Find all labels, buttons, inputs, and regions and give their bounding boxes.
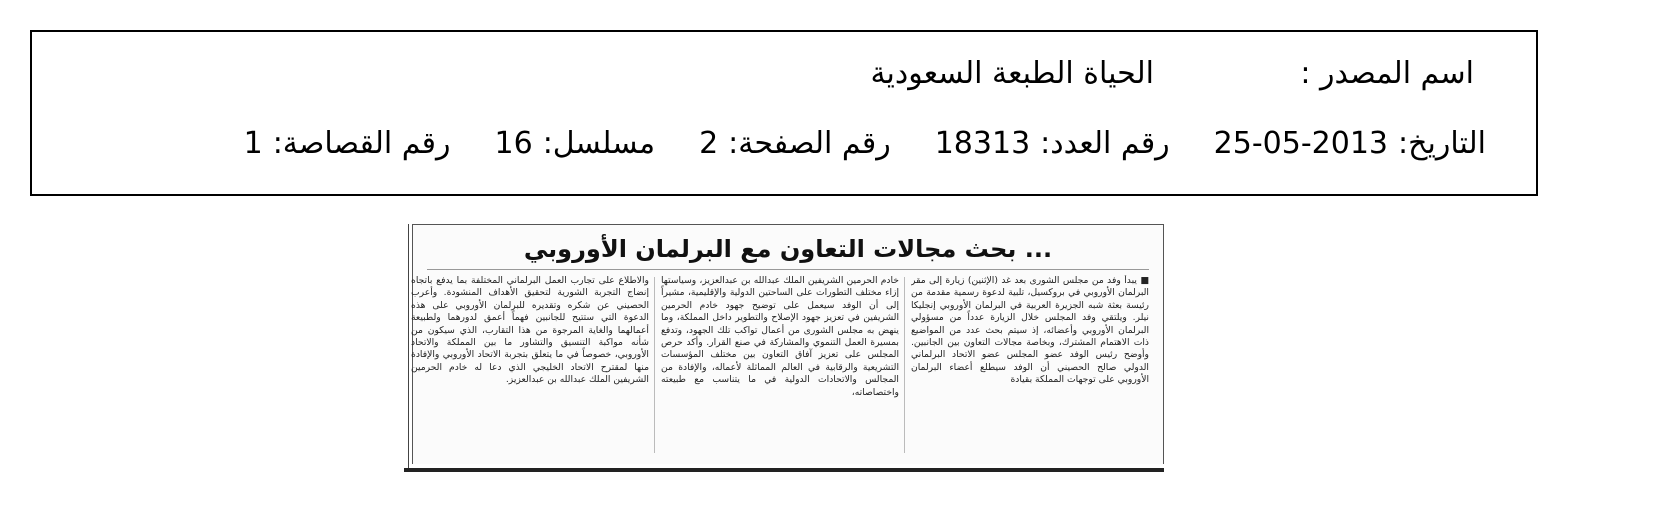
serial-field	[495, 124, 656, 164]
column-divider	[904, 277, 905, 453]
issue-value: 18313	[934, 126, 1031, 161]
clip-number-value: 1	[243, 126, 263, 161]
date-field	[1214, 124, 1486, 164]
serial-label: مسلسل:	[542, 126, 656, 161]
clipping-bottom-rule	[404, 468, 1164, 472]
page-field	[699, 124, 891, 164]
date-label: التاريخ:	[1398, 126, 1486, 161]
clip-number-field	[244, 124, 451, 164]
issue-label: رقم العدد:	[1040, 126, 1170, 161]
clip-number-label: رقم القصاصة:	[272, 126, 451, 161]
clipping-frame	[412, 224, 1164, 464]
date-value: 25-05-2013	[1213, 126, 1389, 161]
article-column-3: والاطلاع على تجارب العمل البرلماني المختلفة بما يدفع باتجاه إنضاج التجربة الشورية لتحقيق الأهداف المنشودة. وأعرب الحصيني عن شكره وتقديره للبرلمان الأوروبي على هذه الدعوة التي ستتيح للجانبين فهماً أعمق لدورهما ولطبيعة أعمالهما والغاية المرجوة من هذا التقارب، الذي سيكون من شأنه مواكبة التنسيق والتشاور ما بين المملكة والاتحاد الأوروبي، خصوصاً في ما يتعلق بتجربة الاتحاد الأوروبي والإفادة منها لمقترح الاتحاد الخليجي الذي دعا له خادم الحرمين الشريفين الملك عبدالله بن عبدالعزيز.	[411, 275, 649, 386]
source-info-box	[30, 30, 1538, 196]
article-headline: ... بحث مجالات التعاون مع البرلمان الأوروبي	[523, 235, 1053, 263]
issue-field	[935, 124, 1170, 164]
headline-divider	[427, 269, 1149, 270]
column-divider	[654, 277, 655, 453]
page-value: 2	[699, 126, 719, 161]
article-column-2: خادم الحرمين الشريفين الملك عبدالله بن عبدالعزيز، وسياستها إزاء مختلف التطورات على الساحتين الدولية والإقليمية، مشيراً إلى أن الوفد سيعمل على توضيح جهود خادم الحرمين الشريفين في تعزيز جهود الإصلاح والتطوير داخل المملكة، وما ينهض به مجلس الشورى من أعمال تواكب تلك الجهود، وتدفع بمسيرة العمل التنموي والمشاركة في صنع القرار. وأكد حرص المجلس على تعزيز آفاق التعاون بين مختلف المؤسسات التشريعية والرقابية في العالم المماثلة لأعماله، والإفادة من المجالس والاتحادات الدولية في ما يتناسب مع طبيعته واختصاصاته،	[661, 275, 899, 398]
page-label: رقم الصفحة:	[728, 126, 891, 161]
serial-value: 16	[494, 126, 533, 161]
source-value: الحياة الطبعة السعودية	[870, 56, 1154, 91]
clipping-left-rule	[408, 224, 409, 470]
source-label: اسم المصدر :	[1300, 56, 1474, 91]
article-column-1: ■ يبدأ وفد من مجلس الشورى بعد غد (الإثنين) زيارة إلى مقر البرلمان الأوروبي في بروكسيل، تلبية لدعوة رسمية مقدمة من رئيسة بعثة شبه الجزيرة العربية في البرلمان الأوروبي إنجليكا نيلر. ويلتقي وفد المجلس خلال الزيارة عدداً من مسؤولي البرلمان الأوروبي وأعضائه، إذ سيتم بحث عدد من المواضيع ذات الاهتمام المشترك، وبخاصة مجالات التعاون بين الجانبين. وأوضح رئيس الوفد عضو المجلس عضو الاتحاد البرلماني الدولي صالح الحصيني أن الوفد سيطلع أعضاء البرلمان الأوروبي على توجهات المملكة بقيادة	[911, 275, 1149, 386]
newspaper-clipping	[404, 224, 1164, 474]
metadata-row	[244, 124, 1486, 164]
